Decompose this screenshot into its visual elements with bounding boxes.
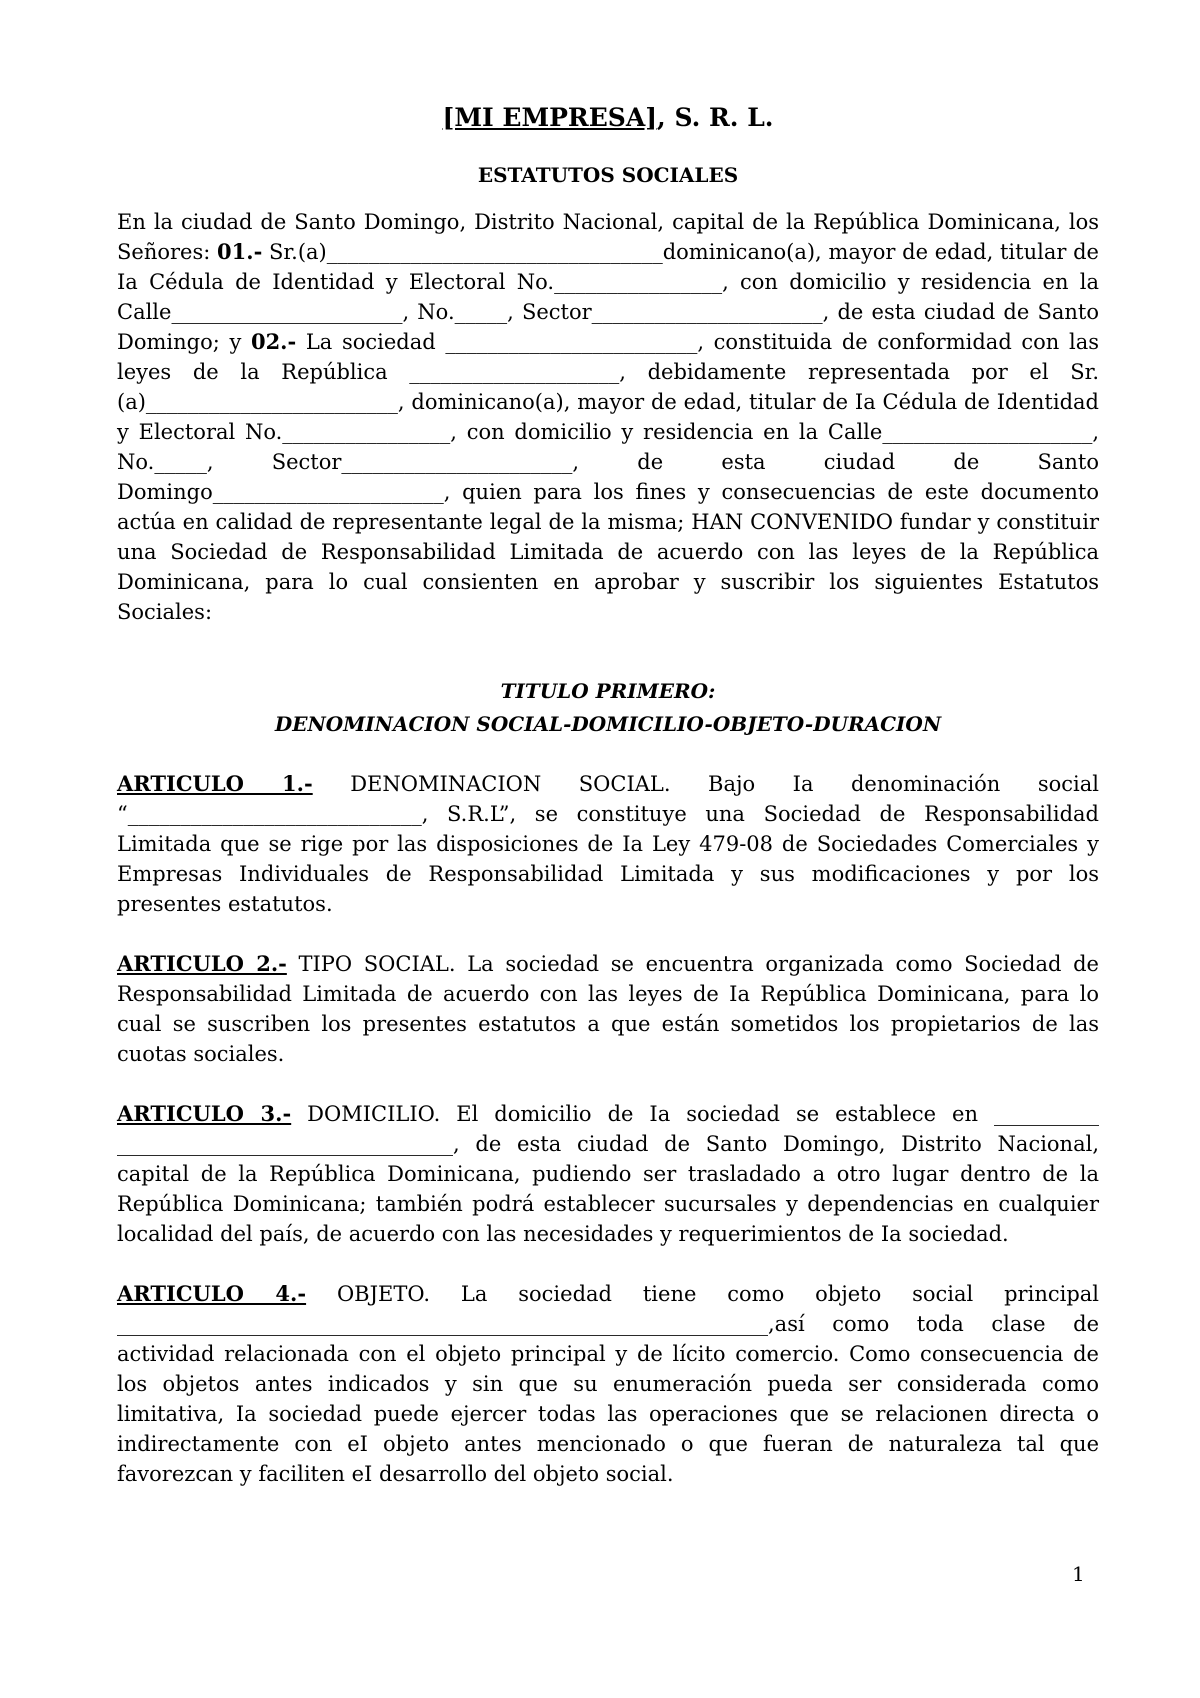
article-4 [117, 1279, 1099, 1489]
company-type: , S. R. L. [657, 103, 774, 132]
article-1 [117, 769, 1099, 919]
article-text: OBJETO. La sociedad tiene como objeto social principal ______________________________________________________________,así como toda clase de actividad relacionada con el objeto principal y de lícito comercio. Como consecuencia de los objetos antes indicados y sin que su enumeración pueda ser considerada como limitativa, Ia sociedad puede ejercer todas las operaciones que se relacionen directa o indirectamente con eI objeto antes mencionado o que fueran de naturaleza tal que favorezcan y faciliten eI desarrollo del objeto social. [117, 1282, 1099, 1486]
section-heading-line-1: TITULO PRIMERO: [500, 679, 716, 703]
article-label: ARTICULO 1.- [117, 771, 313, 796]
section-heading-line-2: DENOMINACION SOCIAL-DOMICILIO-OBJETO-DURACION [274, 712, 942, 736]
document-title [117, 102, 1099, 134]
article-3 [117, 1099, 1099, 1249]
article-2 [117, 949, 1099, 1069]
company-name-placeholder: [MI EMPRESA] [442, 103, 658, 132]
document-subtitle: ESTATUTOS SOCIALES [477, 163, 739, 187]
intro-text-3: La sociedad ________________________, constituida de conformidad con las leyes de la República ____________________, debidamente representada por el Sr.(a)________________________, dominicano(a), mayor de edad, titular de Ia Cédula de Identidad y Electoral No.________________, con domicilio y residencia en la Calle____________________, No._____, Sector______________________, de esta ciudad de Santo Domingo______________________, quien para los fines y consecuencias de este documento actúa en calidad de representante legal de la misma; HAN CONVENIDO fundar y constituir una Sociedad de Responsabilidad Limitada de acuerdo con las leyes de la República Dominicana, para lo cual consienten en aprobar y suscribir los siguientes Estatutos Sociales: [117, 330, 1099, 624]
page-number: 1 [1072, 1562, 1085, 1586]
intro-text-2: Sr.(a)________________________________dominicano(a), mayor de edad, titular de Ia Cédula de Identidad y Electoral No.________________, con domicilio y residencia en la Calle______________________, No._____, Sector______________________, de esta ciudad de Santo Domingo; y [117, 240, 1099, 354]
article-label: ARTICULO 3.- [117, 1101, 292, 1126]
intro-paragraph [117, 207, 1099, 627]
party-number-1: 01.- [217, 239, 263, 264]
article-label: ARTICULO 2.- [117, 951, 287, 976]
intro-text-1: En la ciudad de Santo Domingo, Distrito Nacional, capital de la República Dominicana, los Señores: [117, 210, 1099, 264]
article-text: DOMICILIO. El domicilio de Ia sociedad se establece en __________ ________________________________, de esta ciudad de Santo Domingo, Distrito Nacional, capital de la República Dominicana, pudiendo ser trasladado a otro lugar dentro de la República Dominicana; también podrá establecer sucursales y dependencias en cualquier localidad del país, de acuerdo con las necesidades y requerimientos de Ia sociedad. [117, 1102, 1099, 1246]
article-label: ARTICULO 4.- [117, 1281, 307, 1306]
document-body [117, 102, 1099, 1519]
article-text: DENOMINACION SOCIAL. Bajo Ia denominación social “____________________________, S.R.L”, se constituye una Sociedad de Responsabilidad Limitada que se rige por las disposiciones de Ia Ley 479-08 de Sociedades Comerciales y Empresas Individuales de Responsabilidad Limitada y sus modificaciones y por los presentes estatutos. [117, 772, 1099, 916]
section-heading [117, 675, 1099, 741]
article-text: TIPO SOCIAL. La sociedad se encuentra organizada como Sociedad de Responsabilidad Limitada de acuerdo con las leyes de Ia República Dominicana, para lo cual se suscriben los presentes estatutos a que están sometidos los propietarios de las cuotas sociales. [117, 952, 1099, 1066]
party-number-2: 02.- [250, 329, 297, 354]
